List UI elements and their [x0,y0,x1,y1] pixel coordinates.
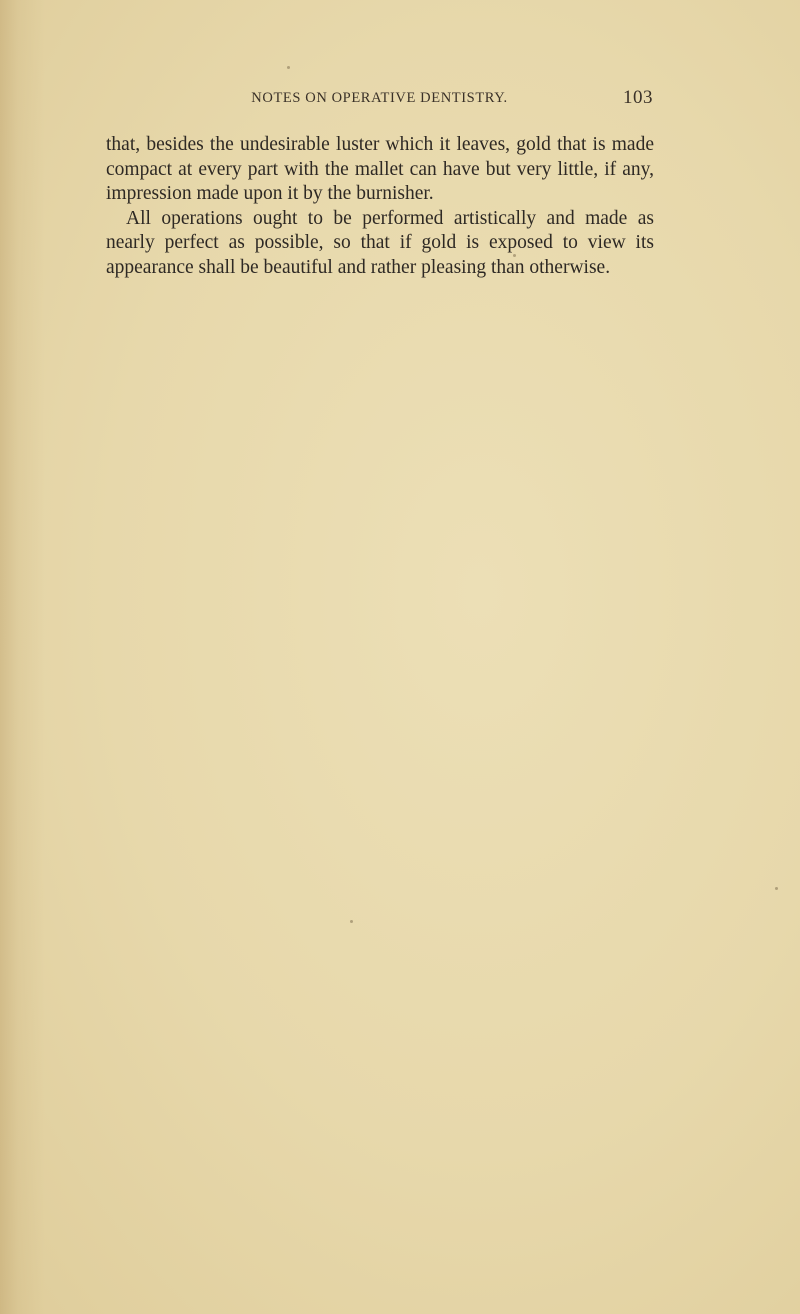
paragraph-2: All operations ought to be performed artistically and made as nearly perfect as possible, so that if gold is exposed to view its appearance shall be beautiful and rather pleasing than otherwise. [106,207,654,278]
page-number: 103 [623,87,653,108]
paper-speck [350,920,353,923]
running-title: NOTES ON OPERATIVE DENTISTRY. [251,90,508,106]
paper-speck [775,887,778,890]
paragraph-1: that, besides the undesirable luster which it leaves, gold that is made compact at every part with the mallet can have but very little, if any, impression made upon it by the burnisher. [106,134,654,204]
paper-speck [513,254,516,257]
paper-speck [287,66,290,69]
running-head [106,87,653,112]
body-text [106,133,654,280]
